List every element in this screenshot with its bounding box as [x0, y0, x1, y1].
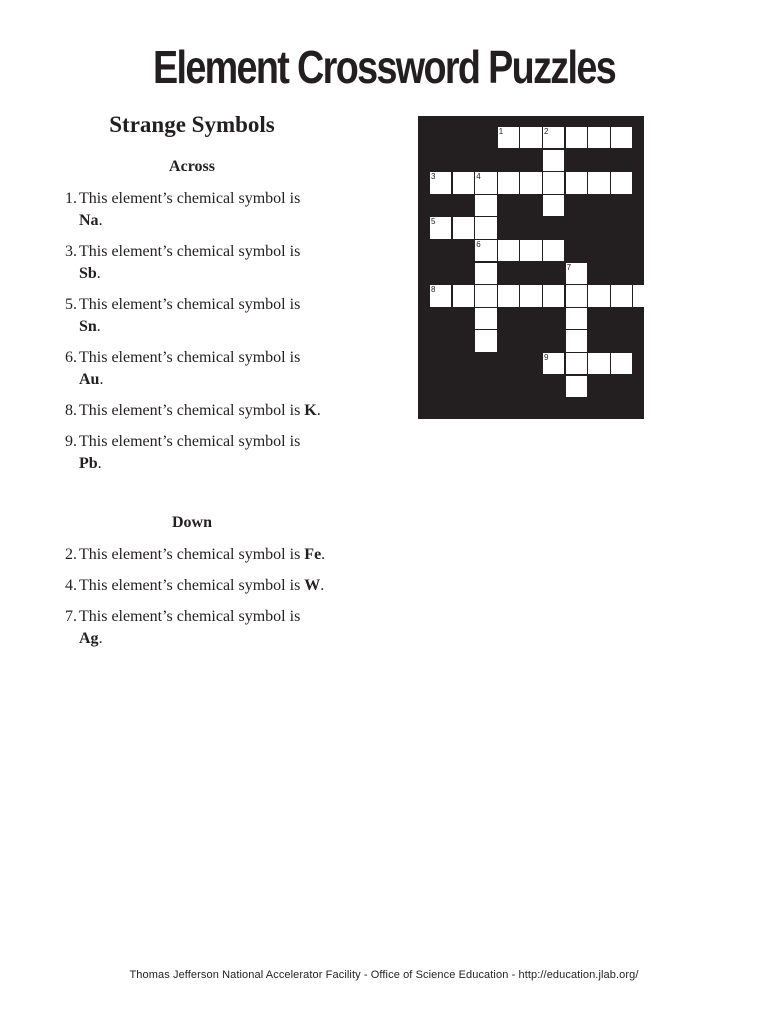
clue-symbol: W — [304, 577, 321, 594]
clue-down-2: 2 . This element’s chemical symbol is Fe. — [56, 544, 326, 566]
crossword-cell — [475, 195, 496, 216]
clue-number: 6 . — [56, 347, 77, 369]
crossword-cell — [520, 172, 541, 193]
crossword-cell — [475, 285, 496, 306]
crossword-cell — [588, 353, 609, 374]
clue-symbol: Au — [79, 371, 100, 388]
clue-text: This element’s chemical symbol is — [79, 546, 301, 563]
clue-text: This element’s chemical symbol is — [79, 402, 301, 419]
crossword-cell — [475, 330, 496, 351]
clue-across-6: 6 . This element’s chemical symbol is Au. — [56, 347, 326, 391]
clue-text: This element’s chemical symbol is — [79, 577, 301, 594]
crossword-cell — [520, 285, 541, 306]
crossword-cell — [453, 172, 474, 193]
crossword-cell — [498, 172, 519, 193]
clue-text: This element’s chemical symbol is — [79, 190, 301, 207]
clue-symbol: Fe — [304, 546, 322, 563]
crossword-grid — [418, 116, 644, 419]
across-heading: Across — [169, 158, 215, 175]
clue-number: 9 . — [56, 431, 77, 453]
clue-number: 3 . — [56, 241, 77, 263]
clue-number: 5 . — [56, 294, 77, 316]
crossword-cell — [498, 240, 519, 261]
clue-across-8: 8 . This element’s chemical symbol is K. — [56, 400, 326, 422]
footer-credit: Thomas Jefferson National Accelerator Facility - Office of Science Education - http://education.jlab.org/ — [129, 969, 639, 981]
clue-down-4: 4 . This element’s chemical symbol is W. — [56, 575, 326, 597]
crossword-cell — [566, 127, 587, 148]
down-heading: Down — [171, 514, 212, 531]
clue-across-5: 5 . This element’s chemical symbol is Sn. — [56, 294, 326, 338]
clue-across-3: 3 . This element’s chemical symbol is Sb. — [56, 241, 326, 285]
crossword-cell — [566, 376, 587, 397]
clue-text: This element’s chemical symbol is — [79, 433, 301, 450]
clue-number: 4 . — [56, 575, 77, 597]
crossword-cell — [566, 308, 587, 329]
crossword-cell — [588, 285, 609, 306]
crossword-cell — [520, 127, 541, 148]
across-clue-list — [56, 188, 326, 484]
crossword-cell — [475, 263, 496, 284]
grid-number: 4 — [476, 172, 481, 182]
clue-text: This element’s chemical symbol is — [79, 296, 301, 313]
clue-symbol: Sn — [79, 318, 97, 335]
clue-number: 7 . — [56, 606, 77, 628]
crossword-cell — [543, 195, 564, 216]
clue-symbol: Na — [79, 212, 99, 229]
page-title: Element Crossword Puzzles — [152, 41, 616, 93]
clue-symbol: Pb — [79, 455, 98, 472]
grid-number: 9 — [544, 353, 549, 362]
crossword-cell — [633, 285, 654, 306]
crossword-cell — [543, 150, 564, 171]
grid-number: 2 — [544, 127, 549, 136]
crossword-cell — [611, 353, 632, 374]
crossword-cell — [543, 240, 564, 261]
grid-number: 6 — [476, 240, 481, 249]
grid-number: 5 — [431, 217, 436, 227]
clue-number: 2 . — [56, 544, 77, 566]
puzzle-title: Strange Symbols — [109, 112, 275, 137]
crossword-cell — [611, 172, 632, 193]
clue-number: 8 . — [56, 400, 77, 422]
crossword-cell — [611, 285, 632, 306]
grid-number: 7 — [566, 262, 572, 272]
crossword-cell — [566, 285, 587, 306]
clue-number: 1 . — [56, 188, 77, 210]
crossword-cell — [566, 330, 587, 351]
crossword-cell — [453, 285, 474, 306]
clue-symbol: Sb — [79, 265, 97, 282]
clue-text: This element’s chemical symbol is — [79, 608, 301, 625]
grid-number: 8 — [431, 285, 436, 295]
crossword-cell — [520, 240, 541, 261]
crossword-cell — [566, 172, 587, 193]
clue-text: This element’s chemical symbol is — [79, 349, 301, 366]
clue-symbol: Ag — [79, 630, 99, 647]
crossword-cell — [498, 285, 519, 306]
crossword-cell — [543, 172, 564, 193]
clue-across-1: 1 . This element’s chemical symbol is Na. — [56, 188, 326, 232]
crossword-cell — [475, 217, 496, 238]
grid-number: 3 — [431, 172, 436, 182]
crossword-cell — [475, 308, 496, 329]
clue-symbol: K — [304, 402, 317, 419]
crossword-cell — [588, 172, 609, 193]
crossword-cell — [611, 127, 632, 148]
down-clue-list — [56, 544, 326, 659]
crossword-cell — [566, 353, 587, 374]
clue-down-7: 7 . This element’s chemical symbol is Ag. — [56, 606, 326, 650]
crossword-cell — [543, 285, 564, 306]
crossword-cell — [588, 127, 609, 148]
clue-text: This element’s chemical symbol is — [79, 243, 301, 260]
crossword-cell — [453, 217, 474, 238]
clue-across-9: 9 . This element’s chemical symbol is Pb. — [56, 431, 326, 475]
grid-number: 1 — [498, 127, 504, 136]
